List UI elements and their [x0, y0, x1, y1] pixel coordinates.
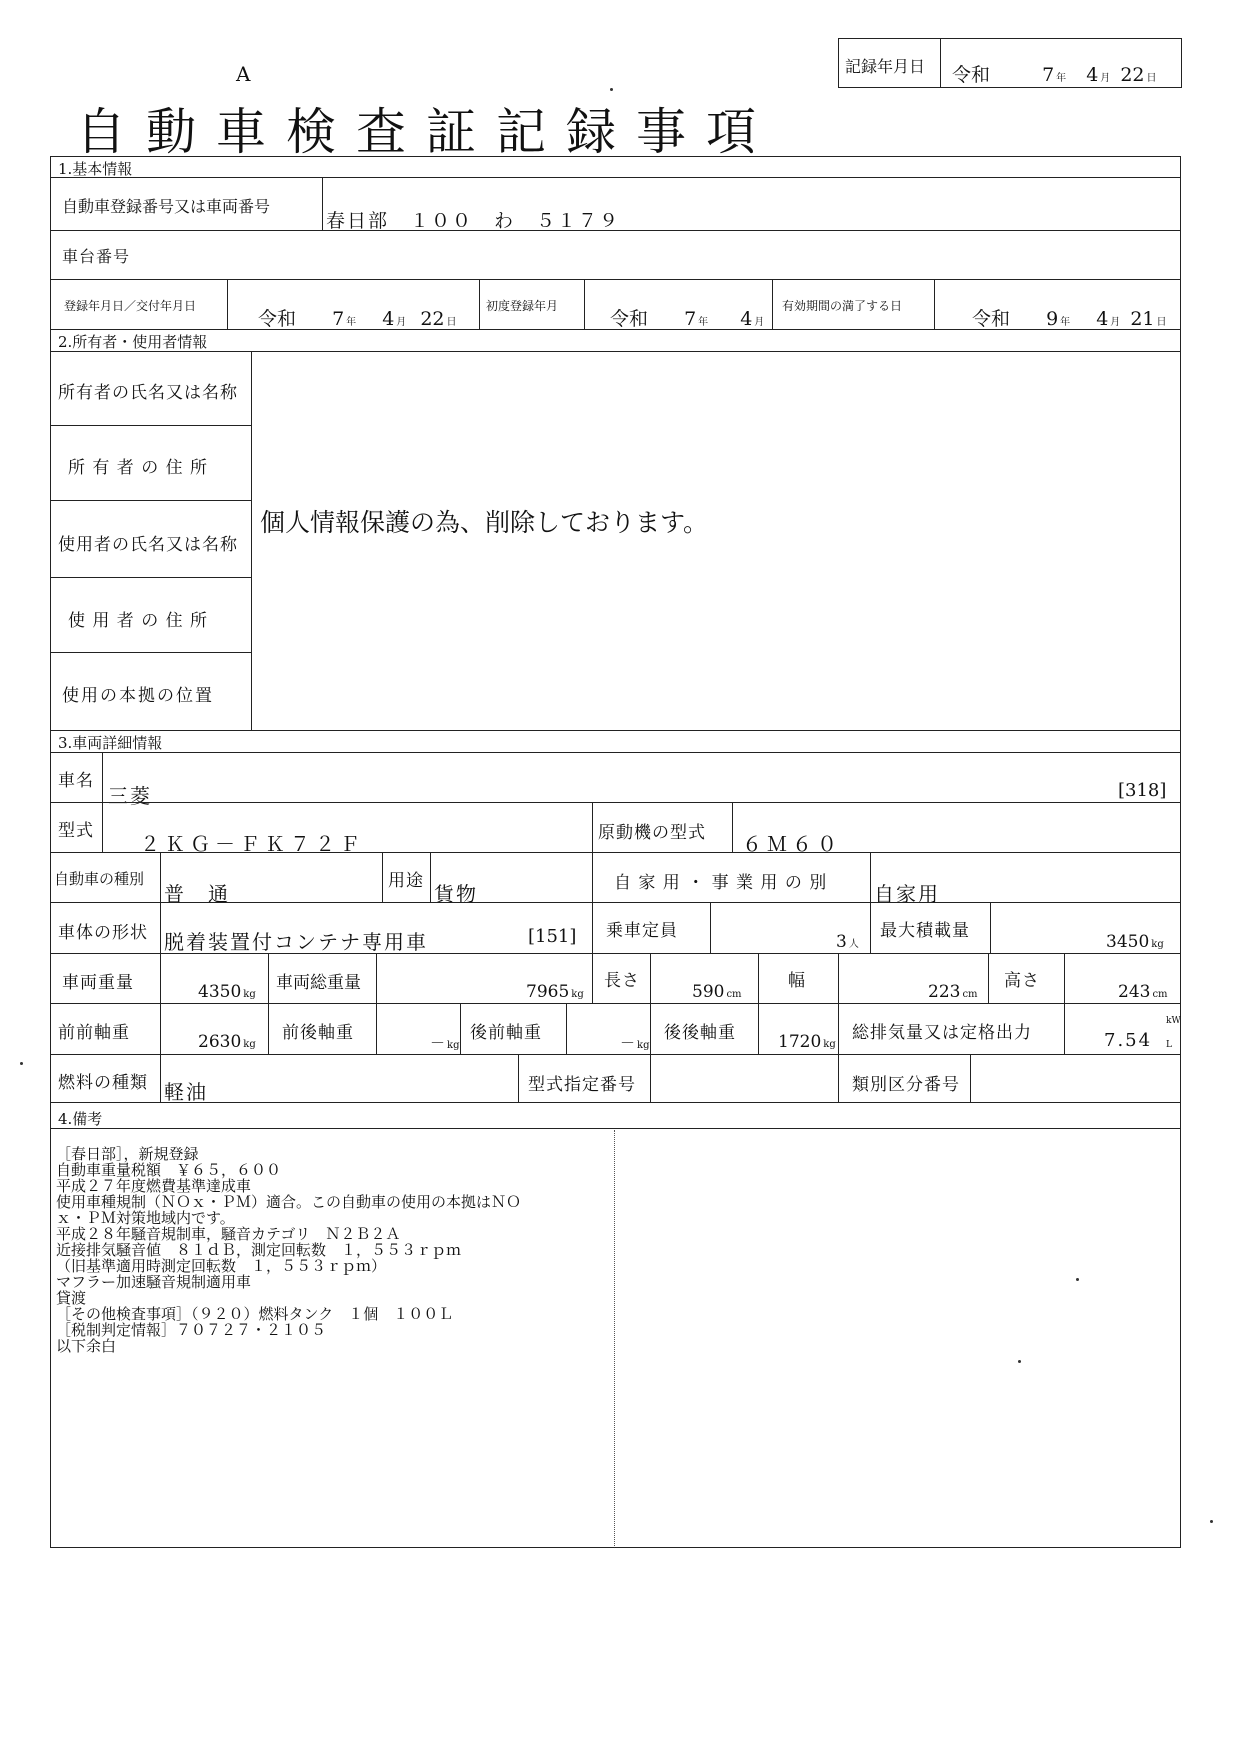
- gross-weight-label: 車両総重量: [276, 973, 361, 993]
- fuel-label: 燃料の種類: [58, 1073, 148, 1093]
- gross-weight-value: 7965 kg: [526, 982, 584, 1002]
- reg-no-label: 自動車登録番号又は車両番号: [62, 197, 271, 216]
- expiry-label: 有効期間の満了する日: [782, 299, 903, 313]
- model-label: 型式: [58, 821, 94, 841]
- remarks-line: ［その他検査事項］（９２０）燃料タンク １個 １００Ｌ: [56, 1305, 454, 1323]
- remarks-line: 近接排気騒音値 ８１ｄＢ，測定回転数 １，５５３ｒｐｍ: [56, 1241, 462, 1259]
- first-reg-label: 初度登録年月: [486, 299, 559, 313]
- section-3-heading: 3.車両詳細情報: [58, 734, 163, 752]
- max-load-value: 3450 kg: [1106, 932, 1164, 952]
- remarks-line: ［春日部］，新規登録: [56, 1145, 199, 1163]
- scan-speck: [20, 1062, 23, 1065]
- remarks-line: （旧基準適用時測定回転数 １，５５３ｒｐｍ）: [56, 1257, 387, 1275]
- use-value: 貨物: [434, 882, 478, 906]
- remarks-line: 平成２８年騒音規制車，騒音カテゴリ Ｎ２Ｂ２Ａ: [56, 1225, 401, 1243]
- remarks-line: ｘ・ＰＭ対策地域内です。: [56, 1209, 235, 1227]
- scan-speck: [1076, 1278, 1079, 1281]
- liter-unit: L: [1166, 1040, 1172, 1050]
- vehicle-kind-value: 普 通: [164, 882, 230, 906]
- scan-speck: [610, 88, 613, 91]
- fr-axle-value: － kg: [430, 1034, 460, 1052]
- expiry-value: 令和 9 年 4 月 21 日: [972, 308, 1167, 330]
- displacement-value: 7.54: [1104, 1030, 1153, 1051]
- section-4-heading: 4.備考: [58, 1110, 103, 1128]
- remarks-line: 使用車種規制（ＮＯｘ・ＰＭ）適合。この自動車の使用の本拠はＮＯ: [56, 1193, 522, 1211]
- engine-value: ６Ｍ６０: [742, 832, 842, 856]
- engine-label: 原動機の型式: [598, 823, 706, 843]
- class-number-label: 類別区分番号: [852, 1075, 960, 1095]
- max-load-label: 最大積載量: [880, 921, 970, 941]
- section-1-heading: 1.基本情報: [58, 160, 133, 178]
- ff-axle-value: 2630 kg: [198, 1032, 256, 1052]
- document-title: 自動車検査証記録事項: [76, 103, 776, 161]
- use-label: 用途: [388, 871, 424, 891]
- reg-date-label: 登録年月日／交付年月日: [64, 299, 197, 313]
- width-value: 223 cm: [928, 982, 978, 1002]
- type-designation-label: 型式指定番号: [528, 1075, 636, 1095]
- first-reg-value: 令和 7 年 4 月: [610, 308, 765, 330]
- model-value: ２ＫＧ－ＦＫ７２Ｆ: [140, 832, 365, 856]
- remarks-line: 以下余白: [56, 1337, 117, 1355]
- private-business-label: 自 家 用 ・ 事 業 用 の 別: [614, 873, 828, 893]
- corner-letter: A: [236, 62, 251, 86]
- width-label: 幅: [788, 971, 806, 991]
- vehicle-weight-label: 車両重量: [62, 973, 134, 993]
- body-shape-code: [151]: [528, 926, 577, 947]
- remarks-line: 貸渡: [56, 1289, 87, 1307]
- rr-axle-label: 後後軸重: [664, 1023, 736, 1043]
- rr-axle-value: 1720 kg: [778, 1032, 836, 1052]
- record-date-label: 記録年月日: [845, 57, 926, 76]
- fr-axle-label: 前後軸重: [282, 1023, 354, 1043]
- base-location-label: 使用の本拠の位置: [62, 686, 214, 706]
- private-business-value: 自家用: [874, 882, 940, 906]
- rf-axle-value: － kg: [620, 1034, 650, 1052]
- scan-speck: [1210, 1520, 1213, 1523]
- body-shape-label: 車体の形状: [58, 923, 148, 943]
- owner-address-label: 所 有 者 の 住 所: [68, 458, 209, 478]
- fuel-value: 軽油: [164, 1080, 208, 1104]
- capacity-value: 3 人: [836, 932, 859, 952]
- remarks-line: マフラー加速騒音規制適用車: [56, 1273, 252, 1291]
- vehicle-name-value: 三菱: [108, 784, 152, 808]
- length-value: 590 cm: [692, 982, 742, 1002]
- height-label: 高さ: [1004, 971, 1040, 991]
- user-name-label: 使用者の氏名又は名称: [58, 535, 238, 555]
- vehicle-kind-label: 自動車の種別: [54, 870, 145, 888]
- chassis-label: 車台番号: [62, 247, 131, 266]
- record-date-value: 令和 7 年 4 月 22 日: [952, 64, 1157, 86]
- reg-date-value: 令和 7 年 4 月 22 日: [258, 308, 457, 330]
- section-2-heading: 2.所有者・使用者情報: [58, 333, 208, 351]
- rf-axle-label: 後前軸重: [470, 1023, 542, 1043]
- vehicle-name-code: [318]: [1118, 780, 1167, 801]
- remarks-list: [56, 1146, 616, 1354]
- reg-no-value: 春日部 １００ わ ５１７９: [326, 210, 621, 232]
- displacement-label: 総排気量又は定格出力: [852, 1023, 1032, 1043]
- remarks-line: 平成２７年度燃費基準達成車: [56, 1177, 252, 1195]
- capacity-label: 乗車定員: [606, 921, 678, 941]
- body-shape-value: 脱着装置付コンテナ専用車: [164, 930, 428, 954]
- scan-speck: [1018, 1360, 1021, 1363]
- length-label: 長さ: [604, 971, 640, 991]
- user-address-label: 使 用 者 の 住 所: [68, 611, 209, 631]
- ff-axle-label: 前前軸重: [58, 1023, 130, 1043]
- redacted-note: 個人情報保護の為、削除しております。: [260, 508, 709, 537]
- kw-unit: kW: [1166, 1016, 1181, 1026]
- owner-name-label: 所有者の氏名又は名称: [58, 383, 238, 403]
- vehicle-name-label: 車名: [58, 771, 94, 791]
- height-value: 243 cm: [1118, 982, 1168, 1002]
- remarks-line: 自動車重量税額 ￥６５，６００: [56, 1161, 282, 1179]
- remarks-line: ［税制判定情報］７０７２７・２１０５: [56, 1321, 327, 1339]
- vehicle-weight-value: 4350 kg: [198, 982, 256, 1002]
